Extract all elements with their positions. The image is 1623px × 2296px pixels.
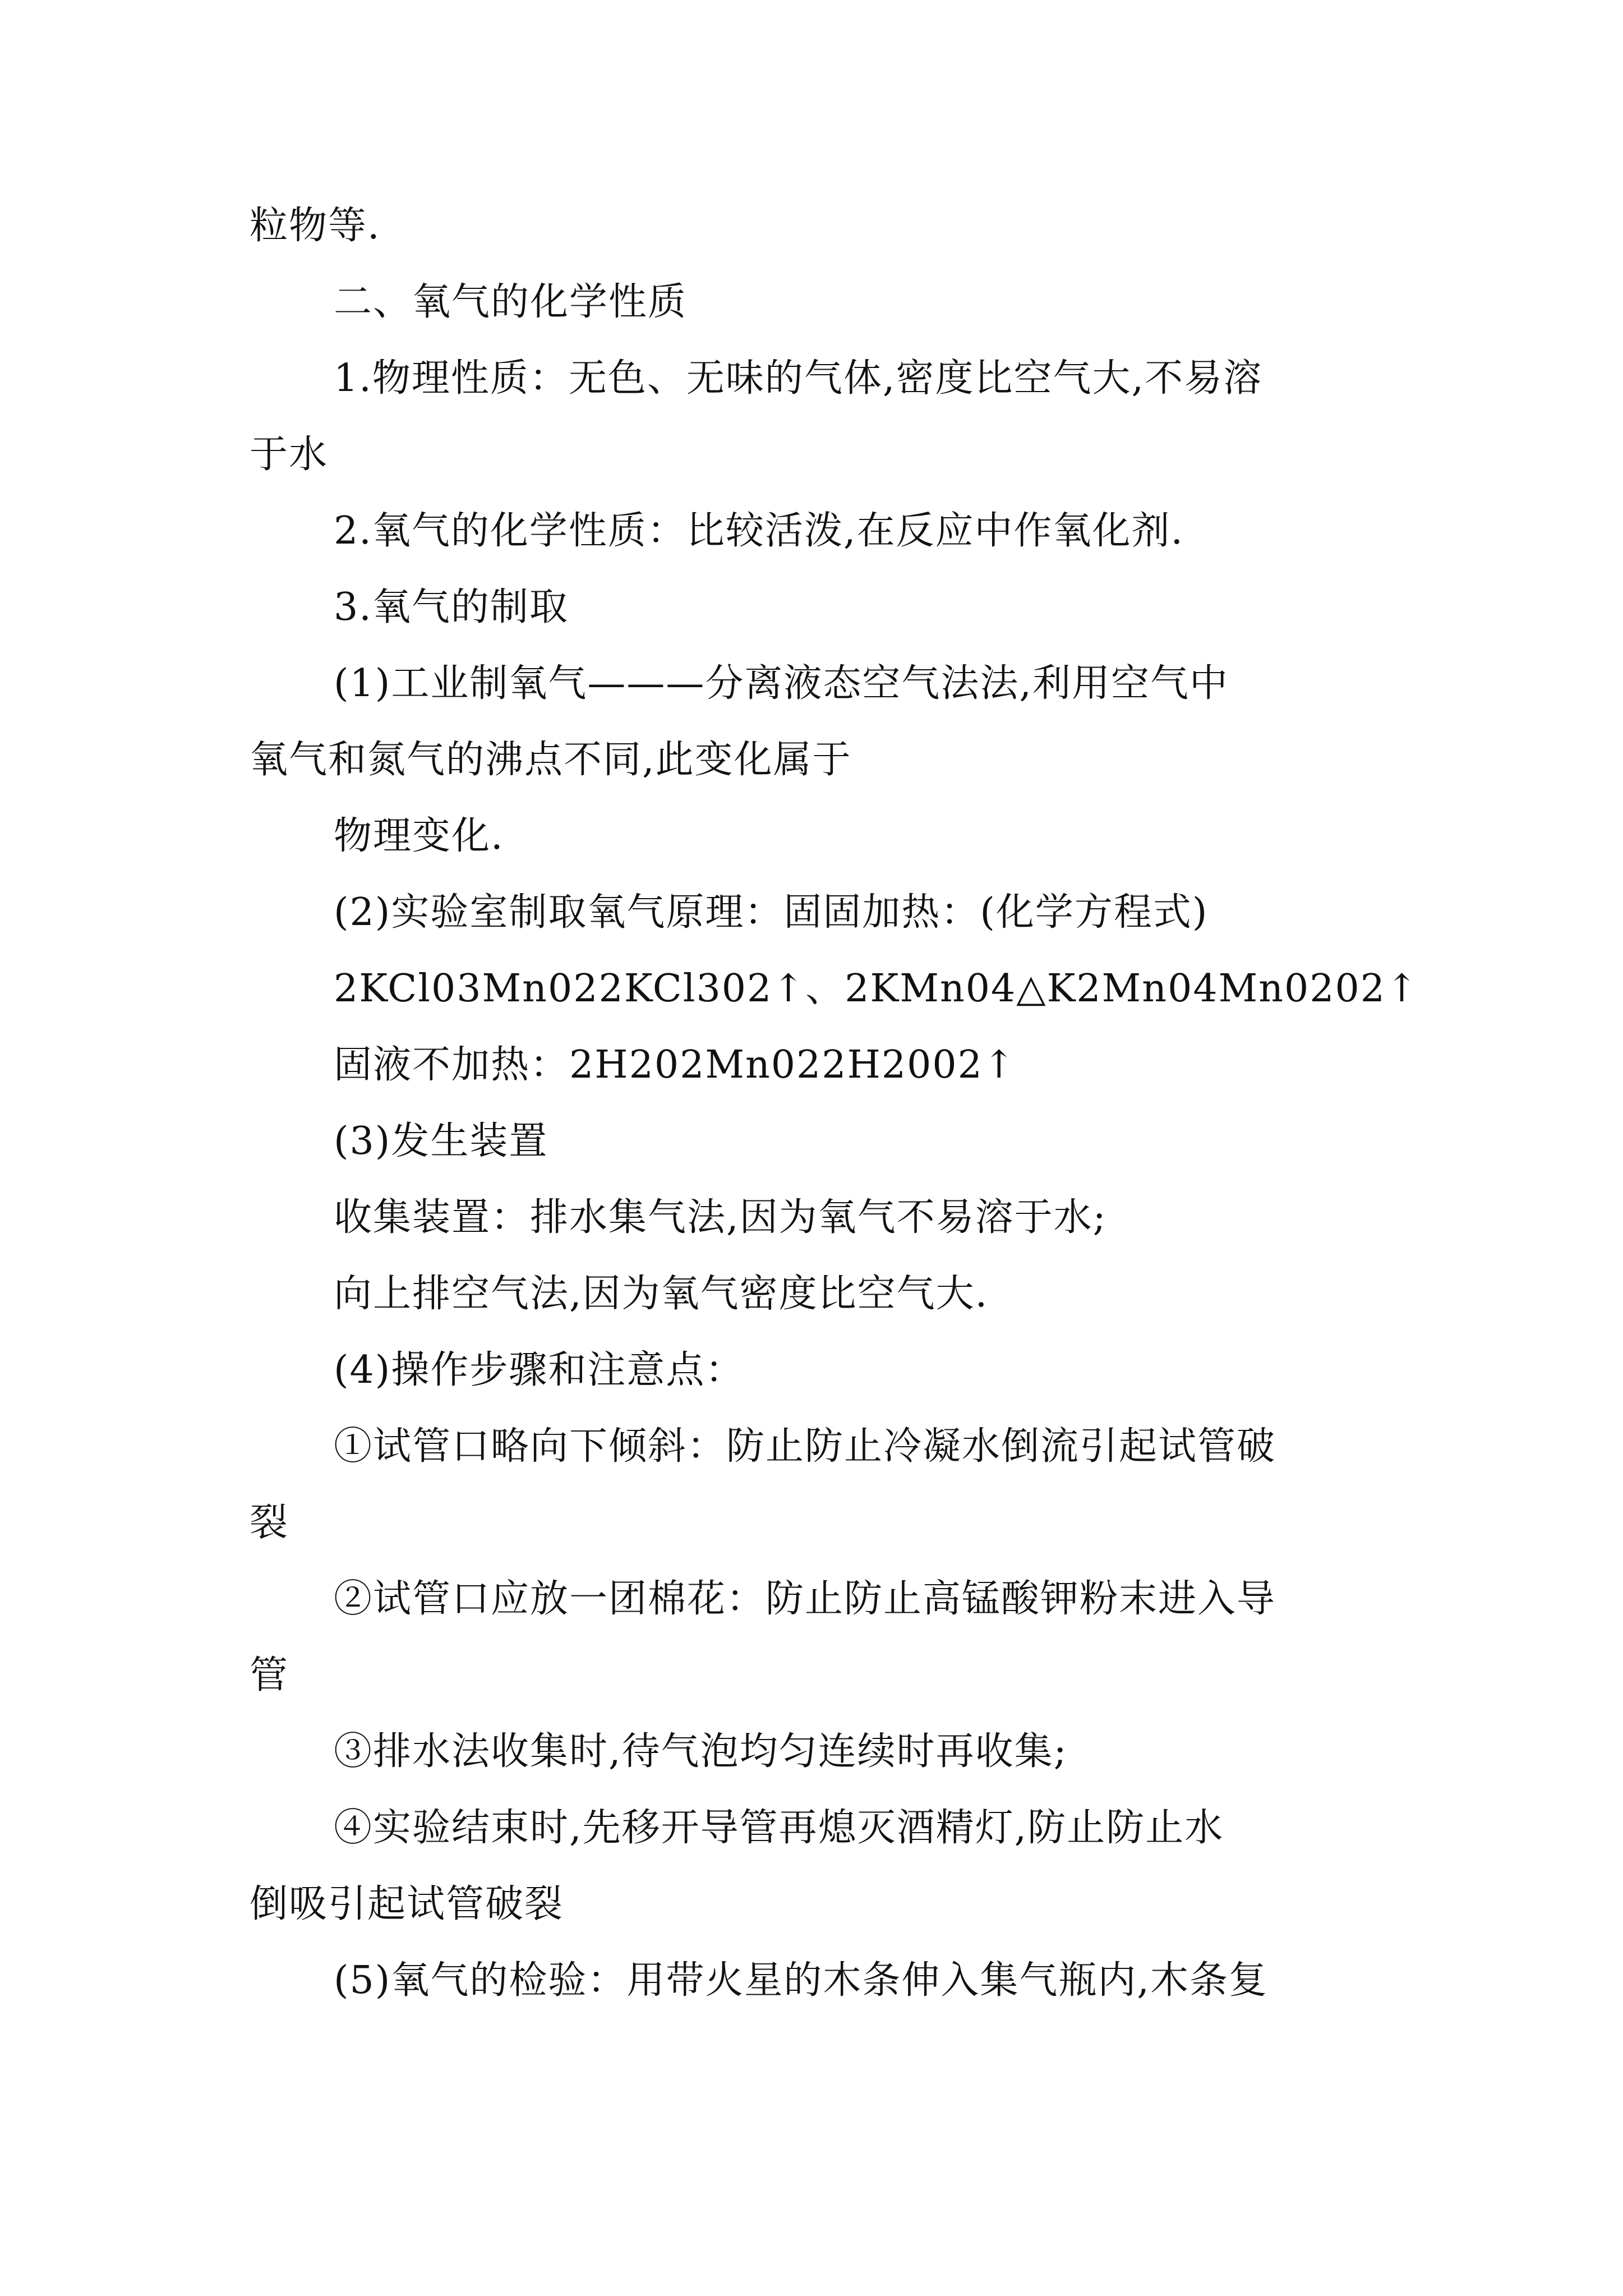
- text-line: (5)氧气的检验：用带火星的木条伸入集气瓶内,木条复: [334, 1958, 1268, 2003]
- text-line: 粒物等.: [250, 204, 381, 248]
- text-line: 2KCl03Mn022KCl302↑、2KMn04△K2Mn04Mn0202↑: [334, 967, 1419, 1011]
- text-line: (1)工业制氧气———分离液态空气法法,利用空气中: [334, 661, 1229, 706]
- text-line: 二、氧气的化学性质: [334, 280, 688, 324]
- text-line: 裂: [250, 1501, 289, 1545]
- text-line: ①试管口略向下倾斜：防止防止冷凝水倒流引起试管破: [334, 1424, 1276, 1469]
- text-line: 倒吸引起试管破裂: [250, 1882, 564, 1926]
- text-line: (2)实验室制取氧气原理：固固加热：(化学方程式): [334, 890, 1209, 935]
- text-line: 3.氧气的制取: [334, 585, 569, 629]
- text-line: ③排水法收集时,待气泡均匀连续时再收集;: [334, 1729, 1068, 1774]
- text-line: (3)发生装置: [334, 1119, 548, 1163]
- text-line: 向上排空气法,因为氧气密度比空气大.: [334, 1272, 989, 1316]
- text-line: (4)操作步骤和注意点：: [334, 1348, 745, 1392]
- text-line: 于水: [250, 432, 329, 477]
- text-line: 1.物理性质：无色、无味的气体,密度比空气大,不易溶: [334, 356, 1263, 401]
- text-line: 氧气和氮气的沸点不同,此变化属于: [250, 738, 852, 782]
- text-line: ④实验结束时,先移开导管再熄灭酒精灯,防止防止水: [334, 1806, 1224, 1850]
- text-line: 管: [250, 1653, 289, 1697]
- text-line: 2.氧气的化学性质：比较活泼,在反应中作氧化剂.: [334, 509, 1184, 553]
- text-line: 收集装置：排水集气法,因为氧气不易溶于水;: [334, 1195, 1107, 1240]
- text-line: 物理变化.: [334, 814, 504, 858]
- document-body: [250, 188, 1419, 2019]
- text-line: 固液不加热：2H202Mn022H2002↑: [334, 1043, 1016, 1087]
- text-line: ②试管口应放一团棉花：防止防止高锰酸钾粉末进入导: [334, 1577, 1276, 1621]
